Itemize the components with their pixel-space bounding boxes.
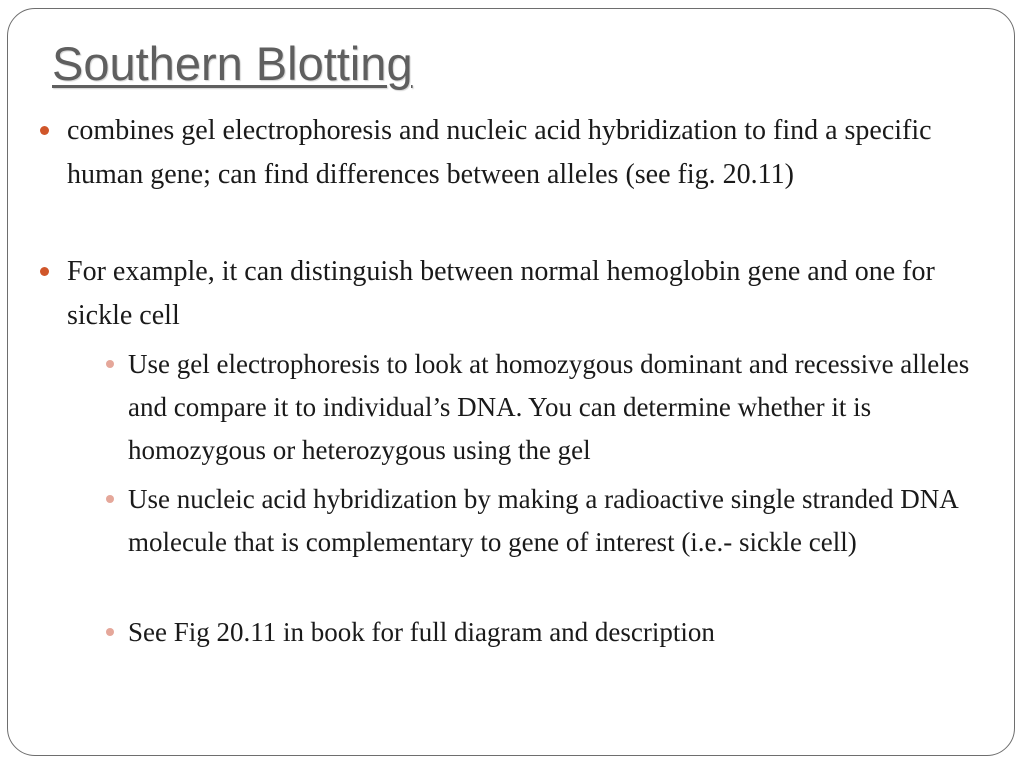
bullet-dot-icon [40, 267, 49, 276]
bullet-text: combines gel electrophoresis and nucleic acid hybridization to find a specific human gene; can find differences between alleles (see fig. 20.11) [67, 115, 932, 190]
sub-bullet-dot-icon [106, 360, 114, 368]
sub-bullet-item [128, 611, 998, 654]
sub-bullet-dot-icon [106, 495, 114, 503]
sub-bullet-text: Use gel electrophoresis to look at homozygous dominant and recessive alleles and compare it to individual’s DNA. You can determine whether it is homozygous or heterozygous using the gel [128, 349, 970, 465]
sub-bullet-text: Use nucleic acid hybridization by making a radioactive single stranded DNA molecule that is complementary to gene of interest (i.e.- sickle cell) [128, 484, 958, 557]
bullet-item [67, 250, 987, 337]
bullet-dot-icon [40, 126, 49, 135]
sub-bullet-text: See Fig 20.11 in book for full diagram and description [128, 617, 715, 647]
bullet-item [67, 109, 987, 196]
bullet-text: For example, it can distinguish between normal hemoglobin gene and one for sickle cell [67, 256, 935, 331]
sub-bullet-item [128, 343, 998, 472]
slide-title: Southern Blotting [52, 37, 413, 90]
sub-bullet-item [128, 478, 998, 564]
sub-bullet-dot-icon [106, 628, 114, 636]
